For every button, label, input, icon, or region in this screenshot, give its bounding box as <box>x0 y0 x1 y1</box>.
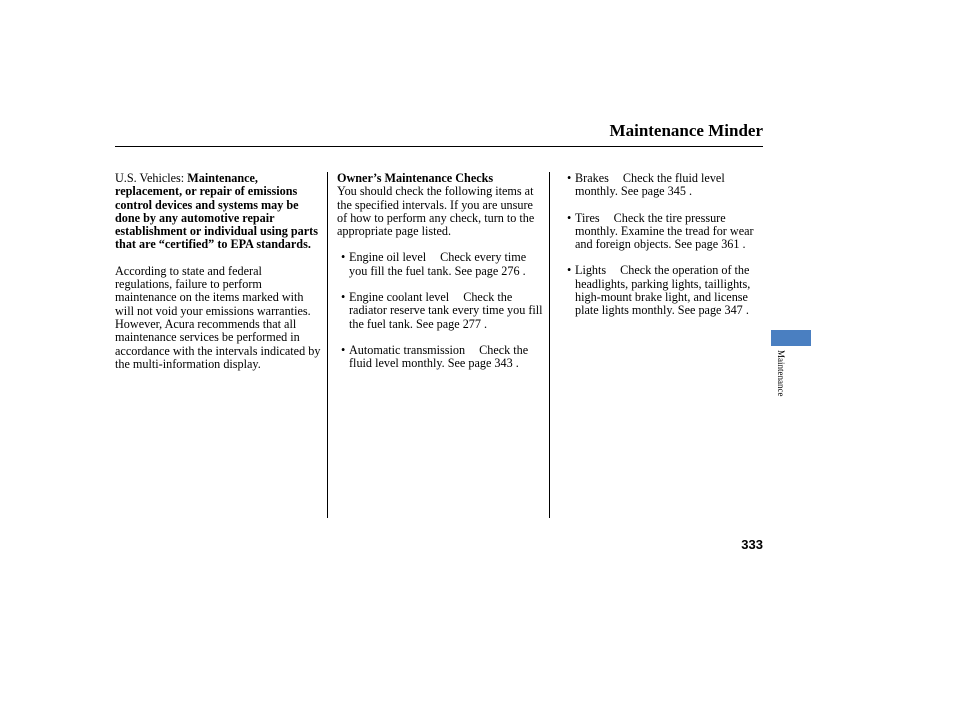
bullet-icon: • <box>567 171 572 185</box>
section-heading: Owner’s Maintenance Checks <box>337 171 494 185</box>
section-tab <box>771 330 811 346</box>
bullet-icon: • <box>341 250 346 265</box>
bullet-icon: • <box>341 290 346 305</box>
check-item-name: Lights <box>575 263 607 278</box>
check-item-text: Check the tire pressure monthly. Examine the tread for wear and foreign objects. See page 361 . <box>575 210 754 252</box>
regulations-paragraph <box>115 265 322 371</box>
section-tab-label: Maintenance <box>776 350 786 397</box>
check-item-name: Tires <box>575 210 600 225</box>
notice-label: U.S. Vehicles: <box>115 171 188 185</box>
check-item-name: Brakes <box>575 171 609 185</box>
check-item <box>563 172 763 199</box>
column-owner-checks <box>337 172 543 371</box>
column-divider <box>549 172 550 518</box>
page-number: 333 <box>741 537 763 552</box>
page-title: Maintenance Minder <box>609 121 763 140</box>
check-item <box>563 212 763 252</box>
check-item-text: Check the fluid level monthly. See page 343 . <box>349 342 529 371</box>
check-item <box>337 291 543 331</box>
bullet-icon: • <box>567 210 572 225</box>
check-item-name: Automatic transmission <box>349 342 466 357</box>
check-item <box>563 264 763 317</box>
check-item-text: Check the operation of the headlights, parking lights, taillights, high-mount brake light, and license plate lights monthly. See page 347 . <box>575 263 751 318</box>
check-item-name: Engine oil level <box>349 250 427 265</box>
regulations-text-b: will not void your emissions warranties. However, Acura recommends that all maintenance services be performed in accordance with the intervals indicated by the multi-information display. <box>115 303 321 371</box>
check-item <box>337 344 543 371</box>
check-item-name: Engine coolant level <box>349 290 450 305</box>
emissions-notice <box>115 172 322 252</box>
bullet-icon: • <box>567 263 572 278</box>
check-item-text: Check the fluid level monthly. See page 345 . <box>575 171 725 199</box>
column-divider <box>327 172 328 518</box>
section-intro: You should check the following items at the specified intervals. If you are unsure of how to perform any check, turn to the appropriate page listed. <box>337 184 535 239</box>
check-item-text: Check every time you fill the fuel tank. See page 276 . <box>349 250 527 278</box>
header-rule <box>115 146 763 147</box>
notice-bold-text: Maintenance, replacement, or repair of emissions control devices and systems may be done by any automotive repair establishment or individual using parts that are “certified” to EPA standards. <box>115 171 318 252</box>
check-item-text: Check the radiator reserve tank every time you fill the fuel tank. See page 277 . <box>349 290 543 331</box>
column-emissions <box>115 172 322 371</box>
bullet-icon: • <box>341 342 346 357</box>
check-item <box>337 251 543 278</box>
regulations-text-a: According to state and federal regulations, failure to perform maintenance on the items marked with <box>115 263 304 305</box>
column-more-checks <box>563 172 763 318</box>
